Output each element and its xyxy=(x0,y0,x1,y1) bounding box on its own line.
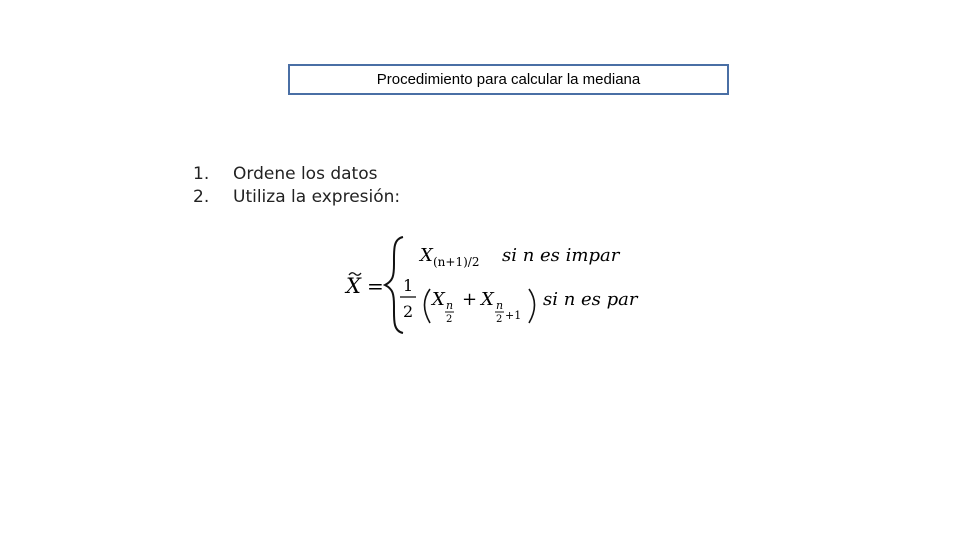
even-case-sub1-num: n xyxy=(446,299,454,312)
even-case-condition: si n es par xyxy=(543,289,638,310)
left-paren xyxy=(425,289,431,323)
even-case-var1: X xyxy=(432,289,445,310)
slide-title: Procedimiento para calcular la mediana xyxy=(376,71,641,88)
even-case-sub1-den: 2 xyxy=(446,314,453,325)
odd-case-condition: si n es impar xyxy=(502,245,620,266)
equals-sign: = xyxy=(367,274,384,298)
step-number: 2. xyxy=(193,187,210,207)
step-item xyxy=(193,186,400,209)
lhs-symbol: X xyxy=(346,274,361,298)
odd-case-variable: X xyxy=(420,245,433,266)
even-case-var2: X xyxy=(481,289,494,310)
step-item xyxy=(193,163,400,186)
fraction-numerator: 1 xyxy=(403,276,414,295)
slide-title-box xyxy=(288,64,729,95)
even-case-sub2-num: n xyxy=(496,299,504,312)
step-number: 1. xyxy=(193,164,210,184)
right-paren xyxy=(529,289,535,323)
median-formula-svg xyxy=(340,232,660,342)
plus-sign: + xyxy=(462,289,478,310)
step-text: Utiliza la expresión: xyxy=(233,187,401,207)
odd-case-subscript: (n+1)/2 xyxy=(433,255,480,269)
even-case-sub2-den: 2 xyxy=(496,314,503,325)
median-formula xyxy=(340,232,660,342)
fraction-denominator: 2 xyxy=(403,302,414,321)
steps-list xyxy=(193,163,400,209)
step-text: Ordene los datos xyxy=(233,164,378,184)
left-brace xyxy=(385,237,403,333)
even-case-sub2-plus: +1 xyxy=(505,309,522,322)
